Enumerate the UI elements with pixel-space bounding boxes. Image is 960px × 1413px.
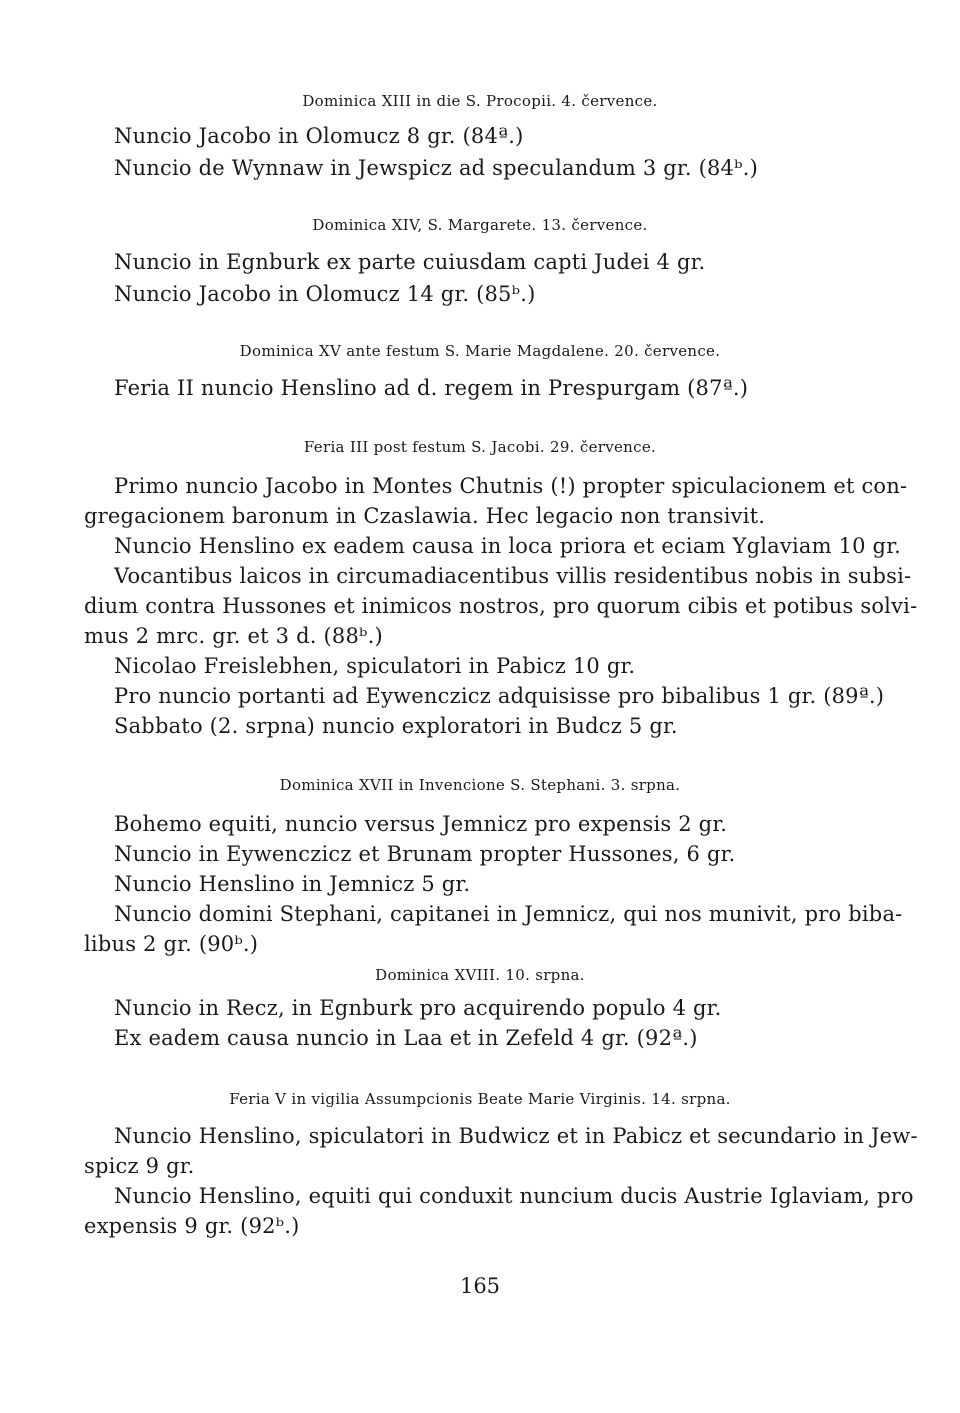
- text-line: Nuncio Henslino in Jemnicz 5 gr.: [114, 872, 471, 896]
- text-line: Sabbato (2. srpna) nuncio exploratori in Budcz 5 gr.: [114, 714, 678, 738]
- text-line: Pro nuncio portanti ad Eywenczicz adquisisse pro bibalibus 1 gr. (89ª.): [114, 684, 885, 708]
- text-line: Nuncio in Egnburk ex parte cuiusdam capti Judei 4 gr.: [114, 250, 706, 274]
- text-line: Nicolao Freislebhen, spiculatori in Pabicz 10 gr.: [114, 654, 636, 678]
- text-line: Feria II nuncio Henslino ad d. regem in Prespurgam (87ª.): [114, 376, 749, 400]
- text-line: Nuncio de Wynnaw in Jewspicz ad speculandum 3 gr. (84ᵇ.): [114, 156, 758, 180]
- text-line: mus 2 mrc. gr. et 3 d. (88ᵇ.): [84, 624, 383, 648]
- text-line: spicz 9 gr.: [84, 1154, 195, 1178]
- text-line: Vocantibus laicos in circumadiacentibus villis residentibus nobis in subsi-: [114, 564, 912, 588]
- text-line: Nuncio Henslino ex eadem causa in loca priora et eciam Yglaviam 10 gr.: [114, 534, 902, 558]
- section-heading: Dominica XVIII. 10. srpna.: [375, 966, 585, 984]
- text-line: Ex eadem causa nuncio in Laa et in Zefeld 4 gr. (92ª.): [114, 1026, 698, 1050]
- section-heading: Dominica XV ante festum S. Marie Magdalene. 20. července.: [239, 342, 721, 360]
- section-heading: Dominica XVII in Invencione S. Stephani. 3. srpna.: [279, 776, 681, 794]
- text-line: Primo nuncio Jacobo in Montes Chutnis (!) propter spiculacionem et con-: [114, 474, 908, 498]
- text-line: Nuncio Jacobo in Olomucz 8 gr. (84ª.): [114, 124, 524, 148]
- text-line: Nuncio Henslino, spiculatori in Budwicz et in Pabicz et secundario in Jew-: [114, 1124, 918, 1148]
- text-line: libus 2 gr. (90ᵇ.): [84, 932, 259, 956]
- text-line: gregacionem baronum in Czaslawia. Hec legacio non transivit.: [84, 504, 766, 528]
- section-heading: Dominica XIII in die S. Procopii. 4. července.: [302, 92, 658, 110]
- text-line: Nuncio in Recz, in Egnburk pro acquirendo populo 4 gr.: [114, 996, 722, 1020]
- text-line: Nuncio Jacobo in Olomucz 14 gr. (85ᵇ.): [114, 282, 536, 306]
- text-line: Bohemo equiti, nuncio versus Jemnicz pro expensis 2 gr.: [114, 812, 728, 836]
- page-number: 165: [459, 1274, 501, 1298]
- text-line: Nuncio Henslino, equiti qui conduxit nuncium ducis Austrie Iglaviam, pro: [114, 1184, 914, 1208]
- text-line: expensis 9 gr. (92ᵇ.): [84, 1214, 300, 1238]
- section-heading: Feria III post festum S. Jacobi. 29. července.: [303, 438, 657, 456]
- text-line: Nuncio in Eywenczicz et Brunam propter Hussones, 6 gr.: [114, 842, 736, 866]
- section-heading: Dominica XIV, S. Margarete. 13. července.: [312, 216, 648, 234]
- text-line: Nuncio domini Stephani, capitanei in Jemnicz, qui nos munivit, pro biba-: [114, 902, 903, 926]
- text-line: dium contra Hussones et inimicos nostros, pro quorum cibis et potibus solvi-: [84, 594, 918, 618]
- section-heading: Feria V in vigilia Assumpcionis Beate Marie Virginis. 14. srpna.: [229, 1090, 731, 1108]
